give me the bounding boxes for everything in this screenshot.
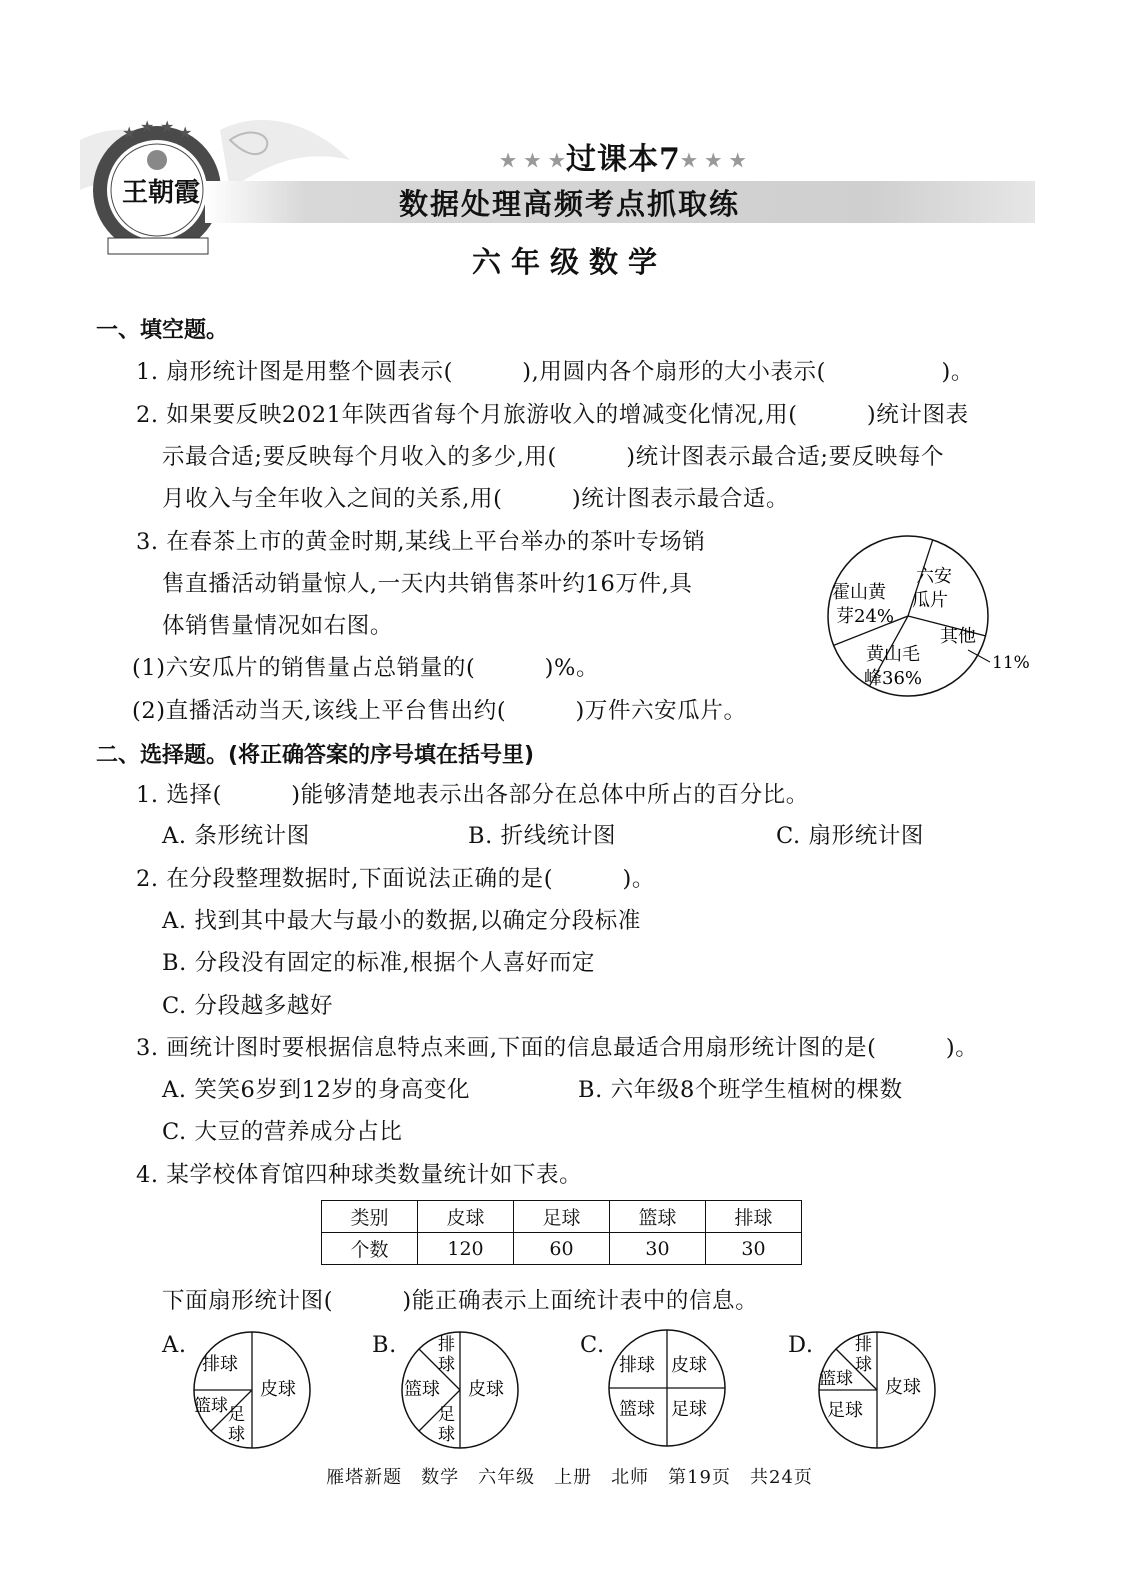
s2-q3-option-a[interactable]: A. 笑笑6岁到12岁的身高变化: [162, 1077, 471, 1103]
option-d-pie[interactable]: [815, 1328, 939, 1452]
s2-q2: 2. 在分段整理数据时,下面说法正确的是( )。: [136, 866, 655, 892]
svg-text:★: ★: [122, 123, 137, 142]
s2-q3-option-c[interactable]: C. 大豆的营养成分占比: [162, 1119, 403, 1145]
section2-heading: 二、选择题。(将正确答案的序号填在括号里): [96, 743, 535, 768]
table-cell: 30: [706, 1233, 802, 1265]
s1-q2-line1: 2. 如果要反映2021年陕西省每个月旅游收入的增减变化情况,用( )统计图表: [136, 402, 969, 428]
s1-q3-line2: 售直播活动销量惊人,一天内共销售茶叶约16万件,具: [162, 571, 693, 597]
table-header-row: [322, 1201, 802, 1233]
option-c-letter[interactable]: C.: [580, 1332, 605, 1358]
s2-q1: 1. 选择( )能够清楚地表示出各部分在总体中所占的百分比。: [136, 782, 809, 808]
s2-q3-option-b[interactable]: B. 六年级8个班学生植树的棵数: [578, 1077, 903, 1103]
pie-c-pi: 皮球: [671, 1355, 707, 1376]
s2-q2-option-c[interactable]: C. 分段越多越好: [162, 993, 334, 1019]
table-cell: 个数: [322, 1233, 418, 1265]
ball-count-table: [321, 1200, 802, 1265]
table-cell: 120: [418, 1233, 514, 1265]
pie-a-lan: 篮球: [194, 1396, 228, 1416]
pie-label-luan-2: 瓜片: [912, 590, 948, 611]
pie-a-zu1: 足: [228, 1405, 245, 1425]
s2-q2-option-a[interactable]: A. 找到其中最大与最小的数据,以确定分段标准: [162, 908, 642, 934]
series-label: ★ ★ ★过课本7★ ★ ★: [500, 142, 747, 177]
pie-d-lan: 篮球: [819, 1369, 853, 1389]
s1-q2-line2: 示最合适;要反映每个月收入的多少,用( )统计图表示最合适;要反映每个: [162, 444, 945, 470]
section1-heading: 一、填空题。: [96, 318, 229, 343]
option-d-letter[interactable]: D.: [788, 1332, 814, 1358]
table-cell: 皮球: [418, 1201, 514, 1233]
option-b-pie[interactable]: [398, 1328, 522, 1452]
pie-label-other-pct: 11%: [992, 653, 1030, 673]
page-title: 数据处理高频考点抓取练: [398, 187, 740, 221]
pie-d-zu: 足球: [827, 1400, 863, 1421]
table-cell: 30: [610, 1233, 706, 1265]
pie-label-huangshan-2: 峰36%: [864, 668, 923, 689]
pie-a-pai: 排球: [202, 1354, 238, 1375]
pie-c-lan: 篮球: [619, 1399, 655, 1420]
svg-text:★: ★: [160, 117, 175, 136]
pie-b-pai1: 排: [438, 1335, 455, 1355]
svg-text:★: ★: [140, 117, 155, 136]
pie-b-pi: 皮球: [468, 1379, 504, 1400]
s2-q4: 4. 某学校体育馆四种球类数量统计如下表。: [136, 1162, 583, 1188]
option-b-letter[interactable]: B.: [372, 1332, 397, 1358]
pie-a-pi: 皮球: [260, 1379, 296, 1400]
option-a-letter[interactable]: A.: [162, 1332, 187, 1358]
s1-q3-sub2: (2)直播活动当天,该线上平台售出约( )万件六安瓜片。: [132, 698, 747, 724]
table-cell: 60: [514, 1233, 610, 1265]
pie-d-pi: 皮球: [885, 1377, 921, 1398]
pie-a-zu2: 球: [228, 1425, 245, 1445]
pie-d-pai1: 排: [855, 1335, 872, 1355]
pie-b-lan: 篮球: [404, 1379, 440, 1400]
page-footer: 雁塔新题 数学 六年级 上册 北师 第19页 共24页: [326, 1467, 813, 1488]
s1-q1: 1. 扇形统计图是用整个圆表示( ),用圆内各个扇形的大小表示( )。: [136, 359, 974, 385]
series-text: 过课本7: [565, 142, 681, 177]
s1-q3-sub1: (1)六安瓜片的销售量占总销量的( )%。: [132, 655, 600, 681]
pie-b-zu2: 球: [438, 1425, 455, 1445]
pie-label-huoshan-1: 霍山黄: [832, 582, 886, 603]
pie-label-huangshan-1: 黄山毛: [866, 644, 920, 665]
pie-b-pai2: 球: [438, 1355, 455, 1375]
s1-q3-line3: 体销售量情况如右图。: [162, 613, 394, 639]
s1-q2-line3: 月收入与全年收入之间的关系,用( )统计图表示最合适。: [162, 486, 790, 512]
s1-q3-line1: 3. 在春茶上市的黄金时期,某线上平台举办的茶叶专场销: [136, 529, 706, 555]
pie-label-huoshan-2: 芽24%: [836, 606, 895, 627]
option-c-pie[interactable]: [605, 1326, 729, 1450]
s2-q1-option-a[interactable]: A. 条形统计图: [162, 823, 310, 849]
svg-text:★: ★: [178, 123, 193, 142]
page-subtitle: 六年级数学: [471, 245, 667, 279]
s2-q3: 3. 画统计图时要根据信息特点来画,下面的信息最适合用扇形统计图的是( )。: [136, 1035, 979, 1061]
pie-label-other: 其他: [940, 626, 976, 647]
pie-label-luan-1: 六安: [916, 566, 952, 587]
s2-q1-option-b[interactable]: B. 折线统计图: [468, 823, 617, 849]
pie-c-zu: 足球: [671, 1399, 707, 1420]
pie-c-pai: 排球: [619, 1355, 655, 1376]
table-cell: 篮球: [610, 1201, 706, 1233]
logo-name: 王朝霞: [122, 178, 201, 208]
table-cell: 足球: [514, 1201, 610, 1233]
pie-b-zu1: 足: [438, 1405, 455, 1425]
table-row: [322, 1233, 802, 1265]
s2-q4-prompt: 下面扇形统计图( )能正确表示上面统计表中的信息。: [162, 1288, 759, 1314]
s2-q2-option-b[interactable]: B. 分段没有固定的标准,根据个人喜好而定: [162, 950, 596, 976]
table-cell: 类别: [322, 1201, 418, 1233]
table-cell: 排球: [706, 1201, 802, 1233]
pie-d-pai2: 球: [855, 1355, 872, 1375]
option-a-pie[interactable]: [190, 1328, 314, 1452]
s2-q1-option-c[interactable]: C. 扇形统计图: [776, 823, 925, 849]
tea-sales-pie-chart: [820, 532, 1040, 702]
